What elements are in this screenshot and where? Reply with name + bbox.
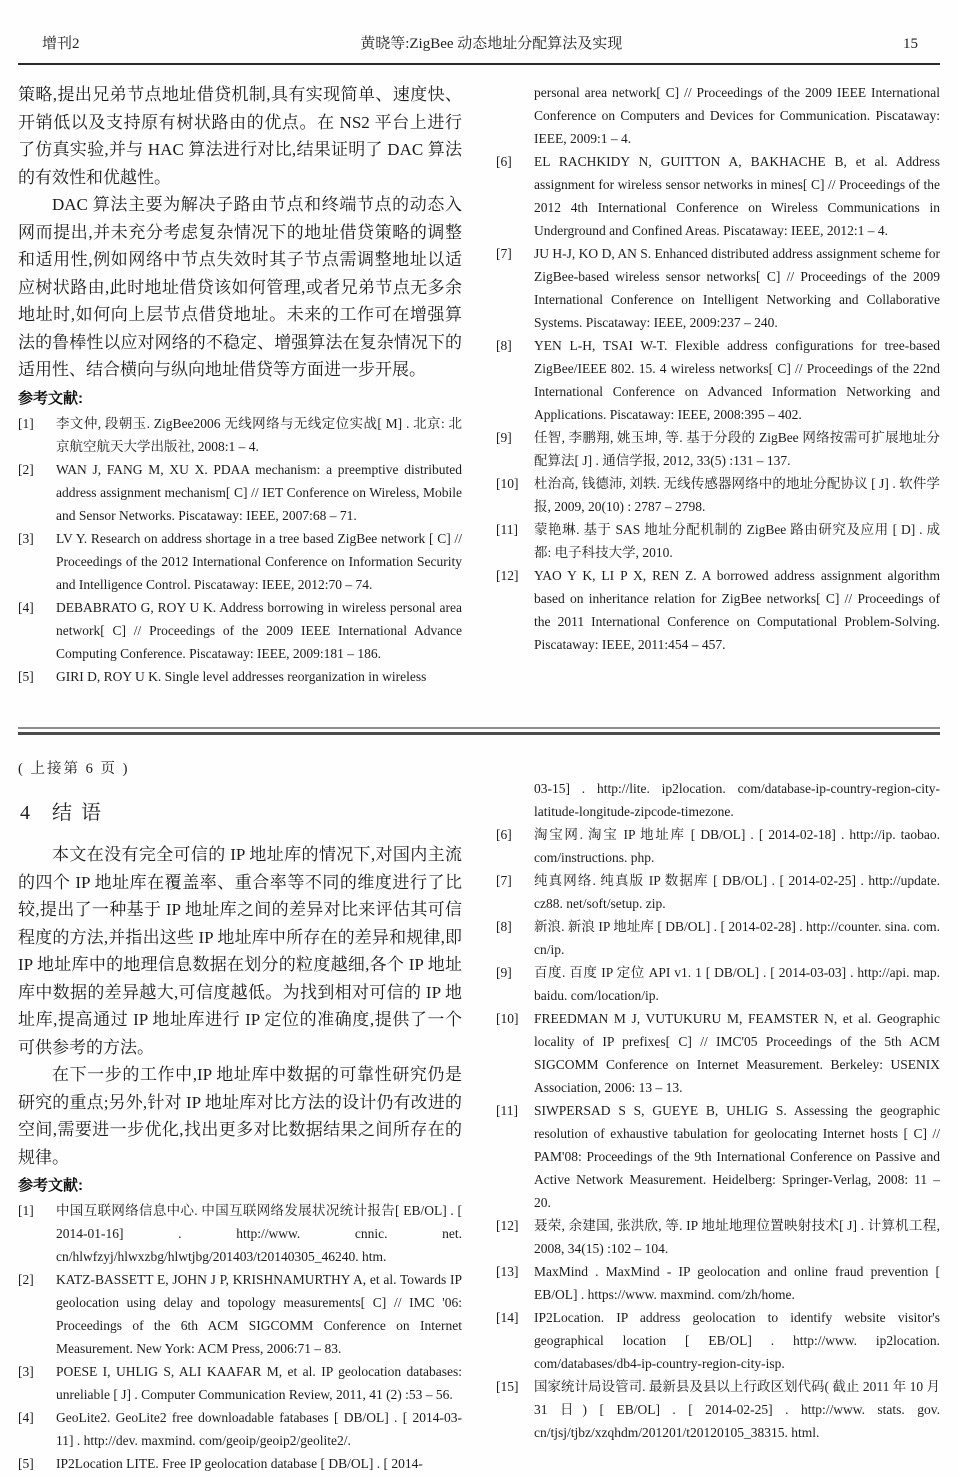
reference-list — [496, 150, 940, 656]
reference-item — [496, 518, 940, 564]
reference-continuation: 03-15] . http://lite. ip2location. com/database-ip-country-region-city-latitude-longitude-zipcode-timezone. — [534, 781, 940, 819]
bottom-right-column — [496, 749, 940, 1475]
paragraph: DAC 算法主要为解决子路由节点和终端节点的动态入网而提出,并未充分考虑复杂情况下的地址借贷策略的调整和适用性,例如网络中节点失效时其子节点需调整地址以适应树状路由,此时地址借贷该如何管理,或者兄弟节点无多余地址时,如何向上层节点借贷地址。未来的工作可在增强算法的鲁棒性以应对网络的不稳定、增强算法在复杂情况下的适用性、结合横向与纵向地址借贷等方面进一步开展。 — [18, 195, 462, 379]
continued-from-note: ( 上接第 6 页 ) — [18, 761, 130, 777]
reference-item — [18, 596, 462, 665]
reference-label: [10] — [496, 476, 519, 491]
reference-item — [18, 527, 462, 596]
reference-item — [496, 426, 940, 472]
reference-item — [18, 665, 462, 688]
journal-issue: 增刊2 — [42, 36, 80, 52]
reference-label: [4] — [18, 1410, 34, 1425]
reference-label: [9] — [496, 965, 512, 980]
reference-continuation: personal area network[ C] // Proceedings of the 2009 IEEE International Conference on Computers and Devices for Communication. Piscataway: IEEE, 2009:1 – 4. — [534, 85, 940, 146]
reference-label: [12] — [496, 568, 519, 583]
reference-label: [15] — [496, 1379, 519, 1394]
references-heading: 参考文献: — [18, 1177, 83, 1194]
reference-label: [4] — [18, 599, 34, 615]
reference-label: [11] — [496, 1103, 518, 1118]
reference-label: [3] — [18, 1364, 34, 1379]
top-right-column — [496, 81, 940, 723]
section-number: 4 — [20, 802, 30, 824]
reference-text: KATZ-BASSETT E, JOHN J P, KRISHNAMURTHY A, et al. Towards IP geolocation using delay and topology measurements[ C] // IMC '06: Proceedings of the 6th ACM SIGCOMM Conference on Internet Measurement. New York: ACM Press, 2006:71 – 83. — [56, 1272, 462, 1356]
reference-item — [496, 1007, 940, 1099]
reference-list — [18, 412, 462, 688]
reference-label: [11] — [496, 522, 518, 537]
reference-text: IP2Location. IP address geolocation to identify website visitor's geographical location [ EB/OL] . http://www. ip2location. com/databases/db4-ip-country-region-city-isp. — [534, 1310, 940, 1371]
reference-label: [12] — [496, 1218, 519, 1233]
reference-item — [496, 869, 940, 915]
reference-label: [8] — [496, 338, 512, 353]
paragraph: 在下一步的工作中,IP 地址库中数据的可靠性研究仍是研究的重点;另外,针对 IP 地址库对比方法的设计仍有改进的空间,需要进一步优化,找出更多对比数据结果之间所存在的规律。 — [18, 1065, 462, 1167]
reference-text: JU H-J, KO D, AN S. Enhanced distributed address assignment scheme for ZigBee-based wireless sensor networks[ C] // Proceedings of the 2009 International Conference on Intelligent Networking and Collaborative Systems. Piscataway: IEEE, 2009:237 – 240. — [534, 246, 940, 330]
reference-text: YAO Y K, LI P X, REN Z. A borrowed address assignment algorithm based on inheritance relation for ZigBee networks[ C] // Proceedings of the 2011 International Conference on Computational Problem-Solving. Piscataway: IEEE, 2011:454 – 457. — [534, 568, 940, 652]
reference-text: POESE I, UHLIG S, ALI KAAFAR M, et al. IP geolocation databases: unreliable [ J] . Computer Communication Review, 2011, 41 (2) :53 – 56. — [56, 1364, 462, 1402]
reference-text: IP2Location LITE. Free IP geolocation database [ DB/OL] . [ 2014- — [56, 1456, 423, 1471]
reference-text: YEN L-H, TSAI W-T. Flexible address configurations for tree-based ZigBee/IEEE 802. 15. 4 wireless networks[ C] // Proceedings of the 22nd International Conference on Advanced Information Networking and Applications. Piscataway: IEEE, 2008:395 – 402. — [534, 338, 940, 422]
reference-label: [1] — [18, 415, 34, 431]
reference-label: [5] — [18, 1456, 34, 1471]
reference-item — [496, 1260, 940, 1306]
reference-label: [8] — [496, 919, 512, 934]
reference-item — [496, 1306, 940, 1375]
references-heading: 参考文献: — [18, 389, 83, 407]
reference-item — [496, 1214, 940, 1260]
reference-text: 中国互联网络信息中心. 中国互联网络发展状况统计报告[ EB/OL] . [ 2014-01-16] . http://www. cnnic. net. cn/hlwfzyj/hlwxzbg/hlwtjbg/201403/t20140305_46240. htm. — [56, 1203, 462, 1264]
reference-text: MaxMind . MaxMind - IP geolocation and online fraud prevention [ EB/OL] . https://www. maxmind. com/zh/home. — [534, 1264, 940, 1302]
reference-label: [3] — [18, 530, 34, 546]
reference-item — [496, 564, 940, 656]
reference-label: [7] — [496, 873, 512, 888]
bottom-section — [18, 749, 940, 1475]
reference-text: FREEDMAN M J, VUTUKURU M, FEAMSTER N, et al. Geographic locality of IP prefixes[ C] // IMC'05 Proceedings of the 5th ACM SIGCOMM Conference on Internet Measurement. Berkeley: USENIX Association, 2006: 13 – 13. — [534, 1011, 940, 1095]
reference-item — [496, 1375, 940, 1444]
reference-item — [18, 1199, 462, 1268]
page-header — [0, 0, 958, 63]
reference-item — [18, 458, 462, 527]
reference-label: [13] — [496, 1264, 519, 1279]
reference-label: [2] — [18, 461, 34, 477]
reference-item — [18, 1360, 462, 1406]
reference-item — [496, 823, 940, 869]
reference-list — [496, 823, 940, 1444]
reference-text: 百度. 百度 IP 定位 API v1. 1 [ DB/OL] . [ 2014-03-03] . http://api. map. baidu. com/location/ip. — [534, 965, 940, 1003]
running-title: 黄晓等:ZigBee 动态地址分配算法及实现 — [360, 36, 623, 52]
reference-item — [18, 1452, 462, 1475]
top-section — [18, 81, 940, 723]
reference-item — [496, 472, 940, 518]
reference-label: [14] — [496, 1310, 519, 1325]
reference-item — [496, 1099, 940, 1214]
reference-text: 任智, 李鹏翔, 姚玉坤, 等. 基于分段的 ZigBee 网络按需可扩展地址分配算法[ J] . 通信学报, 2012, 33(5) :131 – 137. — [534, 430, 940, 468]
reference-item — [496, 242, 940, 334]
reference-label: [10] — [496, 1011, 519, 1026]
reference-text: GIRI D, ROY U K. Single level addresses reorganization in wireless — [56, 668, 427, 684]
reference-label: [6] — [496, 154, 512, 169]
top-left-column — [18, 81, 462, 723]
reference-item — [18, 412, 462, 458]
reference-text: 新浪. 新浪 IP 地址库 [ DB/OL] . [ 2014-02-28] . http://counter. sina. com. cn/ip. — [534, 919, 940, 957]
paragraph: 策略,提出兄弟节点地址借贷机制,具有实现简单、速度快、开销低以及支持原有树状路由的优点。在 NS2 平台上进行了仿真实验,并与 HAC 算法进行对比,结果证明了 DAC 算法的有效性和优越性。 — [18, 85, 462, 187]
reference-text: 纯真网络. 纯真版 IP 数据库 [ DB/OL] . [ 2014-02-25] . http://update. cz88. net/soft/setup. zip. — [534, 873, 940, 911]
reference-label: [1] — [18, 1203, 34, 1218]
reference-item — [496, 915, 940, 961]
reference-text: EL RACHKIDY N, GUITTON A, BAKHACHE B, et al. Address assignment for wireless sensor networks in mines[ C] // Proceedings of the 2012 4th International Conference on Wireless Communications in Underground and Confined Areas. Piscataway: IEEE, 2012:1 – 4. — [534, 154, 940, 238]
reference-text: 李文仲, 段朝玉. ZigBee2006 无线网络与无线定位实战[ M] . 北京: 北京航空航天大学出版社, 2008:1 – 4. — [56, 415, 462, 454]
reference-text: GeoLite2. GeoLite2 free downloadable fatabases [ DB/OL] . [ 2014-03-11] . http://dev. maxmind. com/geoip/geoip2/geolite2/. — [56, 1410, 462, 1448]
reference-text: 聂荣, 余建国, 张洪欣, 等. IP 地址地理位置映射技术[ J] . 计算机工程, 2008, 34(15) :102 – 104. — [534, 1218, 940, 1256]
reference-text: DEBABRATO G, ROY U K. Address borrowing in wireless personal area network[ C] // Proceedings of the 2009 IEEE International Advance Computing Conference. Piscataway: IEEE, 2009:181 – 186. — [56, 599, 462, 661]
reference-item — [18, 1268, 462, 1360]
reference-label: [5] — [18, 668, 34, 684]
section-title: 结语 — [52, 802, 110, 824]
reference-label: [7] — [496, 246, 512, 261]
reference-label: [6] — [496, 827, 512, 842]
section-heading — [20, 796, 462, 825]
header-rule — [18, 63, 940, 65]
reference-item — [496, 961, 940, 1007]
reference-text: 蒙艳琳. 基于 SAS 地址分配机制的 ZigBee 路由研究及应用 [ D] . 成都: 电子科技大学, 2010. — [534, 522, 940, 560]
reference-label: [9] — [496, 430, 512, 445]
bottom-left-column — [18, 749, 462, 1475]
reference-text: SIWPERSAD S S, GUEYE B, UHLIG S. Assessing the geographic resolution of exhaustive tabulation for geolocating Internet hosts [ C] // PAM'08: Proceedings of the 9th International Conference on Passive and Active Network Measurement. Heidelberg: Springer-Verlag, 2008: 11 – 20. — [534, 1103, 940, 1210]
section-divider — [18, 727, 940, 735]
reference-text: WAN J, FANG M, XU X. PDAA mechanism: a preemptive distributed address assignment mechanism[ C] // IET Conference on Wireless, Mobile and Sensor Networks. Piscataway: IEEE, 2007:68 – 71. — [56, 461, 462, 523]
reference-label: [2] — [18, 1272, 34, 1287]
reference-item — [18, 1406, 462, 1452]
reference-list — [18, 1199, 462, 1475]
reference-item — [496, 150, 940, 242]
reference-text: 淘宝网. 淘宝 IP 地址库 [ DB/OL] . [ 2014-02-18] . http://ip. taobao. com/instructions. php. — [534, 827, 940, 865]
page-content — [0, 81, 958, 1475]
reference-text: 国家统计局设管司. 最新县及县以上行政区划代码( 截止 2011 年 10 月 31 日) [ EB/OL] . [ 2014-02-25] . http://www. stats. gov. cn/tjsj/tjbz/xzqhdm/201201/t20120105_38315. html. — [534, 1379, 940, 1440]
paragraph: 本文在没有完全可信的 IP 地址库的情况下,对国内主流的四个 IP 地址库在覆盖率、重合率等不同的维度进行了比较,提出了一种基于 IP 地址库之间的差异对比来评估其可信程度的方法,并指出这些 IP 地址库中所存在的差异和规律,即 IP 地址库中的地理信息数据在划分的粒度越细,各个 IP 地址库中数据的差异越大,可信度越低。为找到相对可信的 IP 地址库,提高通过 IP 地址库进行 IP 定位的准确度,提供了一个可供参考的方法。 — [18, 845, 462, 1057]
page-number: 15 — [903, 36, 918, 52]
reference-item — [496, 334, 940, 426]
reference-text: 杜治高, 钱德沛, 刘轶. 无线传感器网络中的地址分配协议 [ J] . 软件学报, 2009, 20(10) : 2787 – 2798. — [534, 476, 940, 514]
reference-text: LV Y. Research on address shortage in a tree based ZigBee network [ C] // Proceedings of the 2012 International Conference on Information Security and Intelligence Control. Piscataway: IEEE, 2012:70 – 74. — [56, 530, 462, 592]
